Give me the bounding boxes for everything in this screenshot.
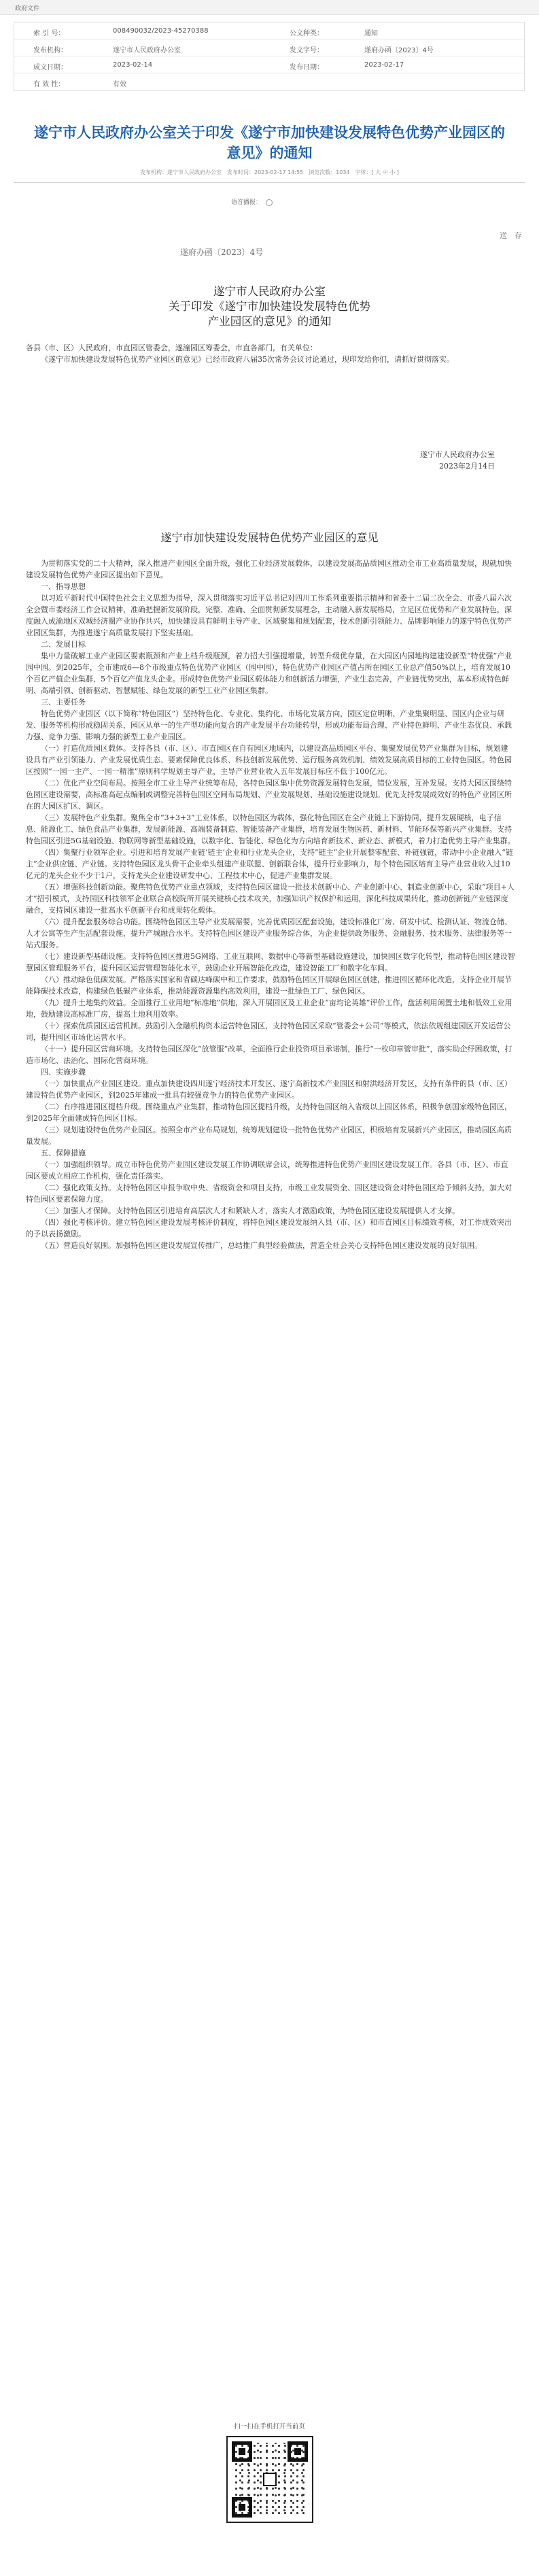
index-no-value: 008490032/2023-45270388 bbox=[113, 27, 209, 35]
qr-finder bbox=[232, 2497, 252, 2518]
written-date-label: 成文日期： bbox=[33, 64, 67, 71]
section-paragraph: （四）强化考核评价。建立特色园区建设发展考核评价制度，将特色园区建设发展纳入县（市、区）和市直园区目标绩效考核，对工作成效突出的予以表扬激励。 bbox=[26, 1218, 512, 1238]
attachment-title: 遂宁市加快建设发展特色优势产业园区的意见 bbox=[160, 531, 379, 544]
section-paragraph: （九）提升土地集约效益。全面推行工业用地“标准地”供地，深入开展园区及工业企业“亩均论英雄”评价工作，盘活利用闲置土地和低效工业用地，鼓励建设高标准厂房，提高土地利用效率。 bbox=[26, 998, 512, 1019]
category-value: 通知 bbox=[364, 30, 378, 37]
recipients: 各县（市、区）人民政府，市直园区管委会，遂潼园区筹委会，市直各部门，有关单位： bbox=[26, 343, 317, 352]
qr-label: 扫一扫在手机打开当前页 bbox=[234, 2423, 305, 2430]
section-paragraph: （十）探索优质园区运营机制。鼓励引入金融机构资本运营特色园区，支持特色园区采取“管委会+公司”等模式，依法依规组建园区开发运营公司，提升园区市场化运营水平。 bbox=[26, 1021, 511, 1042]
section-paragraph: （五）营造良好氛围。加强特色园区建设发展宣传推广，总结推广典型经验做法，营造全社会关心支持特色园区建设发展的良好氛围。 bbox=[41, 1241, 482, 1250]
doc-number: 遂府办函〔2023〕4号 bbox=[180, 248, 264, 257]
speech-player[interactable] bbox=[231, 197, 273, 206]
doc-no-label: 发文字号： bbox=[290, 47, 324, 54]
written-date-value: 2023-02-14 bbox=[113, 61, 153, 69]
section-paragraph: （四）集聚行业领军企业。引进和培育发展产业链‘链主’企业和行业龙头企业，支持“链主”企业开展整零配套、补链强链，带动中小企业融入“链主”企业供应链、产业链。支持特色园区龙头骨干企业牵头组建产业联盟、创新联合体，提升行业影响力，每个特色园区培育主导产业营业收入过10亿元的龙头企业不少于1户，支持龙头企业建设研发中心、工程技术中心，促进产业集群发展。 bbox=[26, 848, 513, 880]
meta-row bbox=[14, 39, 524, 56]
notice-paragraph: 《遂宁市加快建设发展特色优势产业园区的意见》已经市政府八届35次常务会议讨论通过，现印发给你们，请抓好贯彻落实。 bbox=[41, 355, 454, 364]
section-paragraph: （八）推动绿色低碳发展。严格落实国家和省碳达峰碳中和工作要求，鼓励特色园区开展绿色园区创建，推进园区循环化改造，支持企业开展节能降碳技术改造，构建绿色低碳产业体系，推动能源资源集约高效利用，建设一批绿色工厂、绿色园区。 bbox=[26, 975, 512, 996]
section-paragraph: （七）建设新型基础设施。支持特色园区推进5G网络、工业互联网、数据中心等新型基础设施建设，加快园区数字化转型，推动特色园区建设智慧园区管理服务平台，提升园区运营管理智能化水平，鼓励企业开展智能化改造，建设智能工厂和数字化车间。 bbox=[26, 952, 515, 972]
urgency-mark: 送 存 bbox=[500, 231, 522, 240]
publish-info[interactable]: 发布机构：遂宁市人民政府办公室 发布时间：2023-02-17 14:55 浏览次数：1034 字体：[ 大 中 小 ] bbox=[140, 169, 399, 175]
qr-code bbox=[226, 2436, 313, 2523]
page-title: 遂宁市人民政府办公室关于印发《遂宁市加快建设发展特色优势产业园区的意见》的通知 bbox=[34, 124, 505, 161]
section-paragraph: （六）提升配套服务综合功能。围绕特色园区主导产业发展需要，完善优质园区配套设施，建设标准化厂房、研发中试、检测认证、物流仓储、人才公寓等生产生活配套设施，提升产城融合水平。支持特色园区建设产业服务综合体，为企业提供政务服务、金融服务、技术服务、法律服务等一站式服务。 bbox=[26, 917, 512, 949]
qr-logo bbox=[263, 2473, 277, 2486]
qr-finder bbox=[232, 2441, 252, 2462]
section-paragraph: （三）加强人才保障。支持特色园区引进培育高层次人才和紧缺人才，落实人才激励政策，为特色园区建设发展提供人才支撑。 bbox=[41, 1206, 459, 1215]
qr-finder bbox=[288, 2441, 308, 2462]
section-paragraph: （二）强化政策支持。支持特色园区申报争取中央、省级资金和项目支持，市级工业发展资金、园区建设资金对特色园区给予倾斜支持，加大对特色园区要素保障力度。 bbox=[26, 1183, 512, 1204]
publish-date-value: 2023-02-17 bbox=[364, 61, 404, 69]
meta-table bbox=[14, 22, 525, 91]
divider bbox=[14, 182, 525, 183]
attachment-body bbox=[26, 558, 515, 1251]
section-paragraph: （一）加快重点产业园区建设。重点加快建设四川遂宁经济技术开发区、遂宁高新技术产业园区和射洪经济开发区，支持有条件的县（市、区）建设特色优势产业园区，到2025年建成一批具有较强竞争力的特色优势产业园区。 bbox=[26, 1079, 512, 1100]
issuer-label: 发布机构： bbox=[33, 47, 67, 54]
signer: 遂宁市人民政府办公室 bbox=[420, 450, 495, 459]
meta-row bbox=[14, 56, 524, 73]
notice-title: 遂宁市人民政府办公室 关于印发《遂宁市加快建设发展特色优势 产业园区的意见》的通知 bbox=[169, 285, 370, 328]
category-label: 公文种类： bbox=[290, 30, 324, 37]
section-paragraph: 以习近平新时代中国特色社会主义思想为指导，深入贯彻落实习近平总书记对四川工作系列重要指示精神和省委十二届二次全会、市委八届六次全会暨市委经济工作会议精神，准确把握新发展阶段，完整、准确、全面贯彻新发展理念，主动融入新发展格局，立足区位优势和产业发展特色，深度融入成渝地区双城经济圈产业协作共兴，加快建设具有鲜明主导产业、区域聚集和规划配套，技术创新引领能力、品牌影响能力的遂宁特色优势产业园区集群，为推进遂宁高质量发展打下坚实基础。 bbox=[26, 594, 512, 637]
notice-body bbox=[26, 342, 515, 365]
publish-date-label: 发布日期： bbox=[290, 64, 324, 71]
section-paragraph: （二）有序推进园区提档升级。围绕重点产业集群，推动特色园区提档升级，支持特色园区纳入省级以上园区体系，积极争创国家级特色园区，到2025年全面建成特色园区目标。 bbox=[26, 1102, 512, 1123]
section-heading: 二、发展目标 bbox=[41, 640, 86, 649]
section-paragraph: 集中力量破解工业产业园区要素瓶颈和产业上档升级瓶颈，着力招大引强提增量，转型升级优存量，在大园区内园地构建建设新型“特优强”产业园中园。到2025年，全市建成6—8个市级重点特色优势产业园区（园中园），特色优势产业园区产值占所在园区工业总产值50%以上，培育发展10个百亿产值企业集群，5个百亿产值龙头企业。形成特色优势产业园区载体能力和创新活力增强，产业生态完善，产业链优势突出，基本形成特色鲜明、高端引领、创新驱动、智慧赋能、绿色发展的新型工业产业园区集群。 bbox=[26, 651, 512, 695]
section-paragraph: （三）发展特色产业集群。聚焦全市“3+3+3”工业体系，以特色园区为载体，强化特色园区在全产业链上下游协同，提升发展硬核，电子信息、能源化工、绿色食品产业集群，发展新能源、高端装备制造、智能装备产业集群，培育发展生物医药、新材料、节能环保等新兴产业集群。支持特色园区引进5G基础设施、物联网等新型基础设施，以数字化、智能化、绿色化为方向培育新技术、新业态、新模式，着力打造优势主导产业集群。 bbox=[26, 813, 515, 845]
attachment-intro: 为贯彻落实党的二十大精神，深入推进产业园区全面升级，强化工业经济发展载体，以建设发展高品质园区推动全市工业高质量发展，现就加快建设发展特色优势产业园区提出如下意见。 bbox=[26, 559, 512, 579]
sign-date: 2023年2月14日 bbox=[439, 462, 495, 471]
section-heading: 三、主要任务 bbox=[41, 698, 86, 707]
speaker-icon[interactable] bbox=[266, 199, 273, 206]
section-heading: 五、保障措施 bbox=[41, 1149, 86, 1157]
section-paragraph: （一）加强组织领导。成立市特色优势产业园区建设发展工作协调联席会议，统筹推进特色优势产业园区建设发展工作。各县（市、区）、市直园区要成立相应工作机构，强化责任落实。 bbox=[26, 1160, 508, 1181]
index-no-label: 索 引 号： bbox=[33, 30, 65, 37]
section-paragraph: 特色优势产业园区（以下简称“特色园区”）坚持特色化、专业化、集约化、市场化发展方向，园区定位明晰、产业集聚明显、园区内企业与研发、服务等机构形成稳固关系，园区从单一的生产型功能向复合的产业发展平台功能转型，形成功能布局合理、产业特色鲜明、产业生态优良、承载力强、竞争力强、影响力强的新型工业产业园区。 bbox=[26, 709, 512, 741]
doc-no-value: 遂府办函〔2023〕4号 bbox=[364, 47, 434, 54]
section-paragraph: （五）增强科技创新动能。聚焦特色优势产业重点领域，支持特色园区建设一批技术创新中心、产业创新中心、制造业创新中心，采取“项目+人才”招引模式，支持园区科技领军企业联合高校院所开展关键核心技术攻关，加强知识产权保护和运用，深化科技成果转化，推动创新链产业链深度融合，支持园区建设一批高水平创新平台和成果转化载体。 bbox=[26, 883, 515, 915]
section-paragraph: （一）打造优质园区载体。支持各县（市、区）、市直园区在自有园区地域内，以建设高品质园区平台、集聚发展优势产业集群为目标，规划建设具有产业引领能力、产业发展优质生态、要素保障优良体系、科技创新发展优势、运行服务高效机制、绩效发展高质目标的工业特色园区。特色园区按照“一园一主产、一园一精准”原则科学规划主导产业，主导产业营业收入五年发展目标应不低于100亿元。 bbox=[26, 744, 512, 776]
topbar bbox=[0, 0, 539, 15]
signature-block bbox=[26, 449, 495, 472]
section-paragraph: （十一）提升园区营商环境。支持特色园区深化“放管服”改革，全面推行企业投资项目承诺制，推行“一枚印章管审批”，落实助企纾困政策，打造市场化、法治化、国际化营商环境。 bbox=[26, 1045, 512, 1065]
section-paragraph: （三）规划建设特色优势产业园区。按照全市产业布局规划，统筹规划建设一批特色优势产业园区，积极培育发展新兴产业园区，推动园区高质量发展。 bbox=[26, 1125, 512, 1146]
validity-value: 有效 bbox=[113, 81, 126, 88]
section-heading: 四、实施步骤 bbox=[41, 1068, 86, 1077]
validity-label: 有 效 性： bbox=[33, 81, 65, 88]
section-heading: 一、指导思想 bbox=[41, 582, 86, 591]
speech-label: 语音播报： bbox=[231, 199, 262, 206]
meta-row bbox=[14, 73, 524, 90]
issuer-value: 遂宁市人民政府办公室 bbox=[113, 47, 181, 54]
section-paragraph: （二）优化产业空间布局。按照全市工业主导产业统筹布局，各特色园区集中优势资源发展特色发展，错位发展，互补发展。支持大园区围绕特色园区建设需要，高标准高起点编制或调整完善特色园区空间布局规划、产业发展规划、基础设施建设规划。优先支持发展成效好的特色产业园区所在的大园区扩区、调区。 bbox=[26, 779, 512, 811]
topbar-label: 政府文件 bbox=[15, 5, 40, 12]
meta-row bbox=[14, 22, 524, 39]
